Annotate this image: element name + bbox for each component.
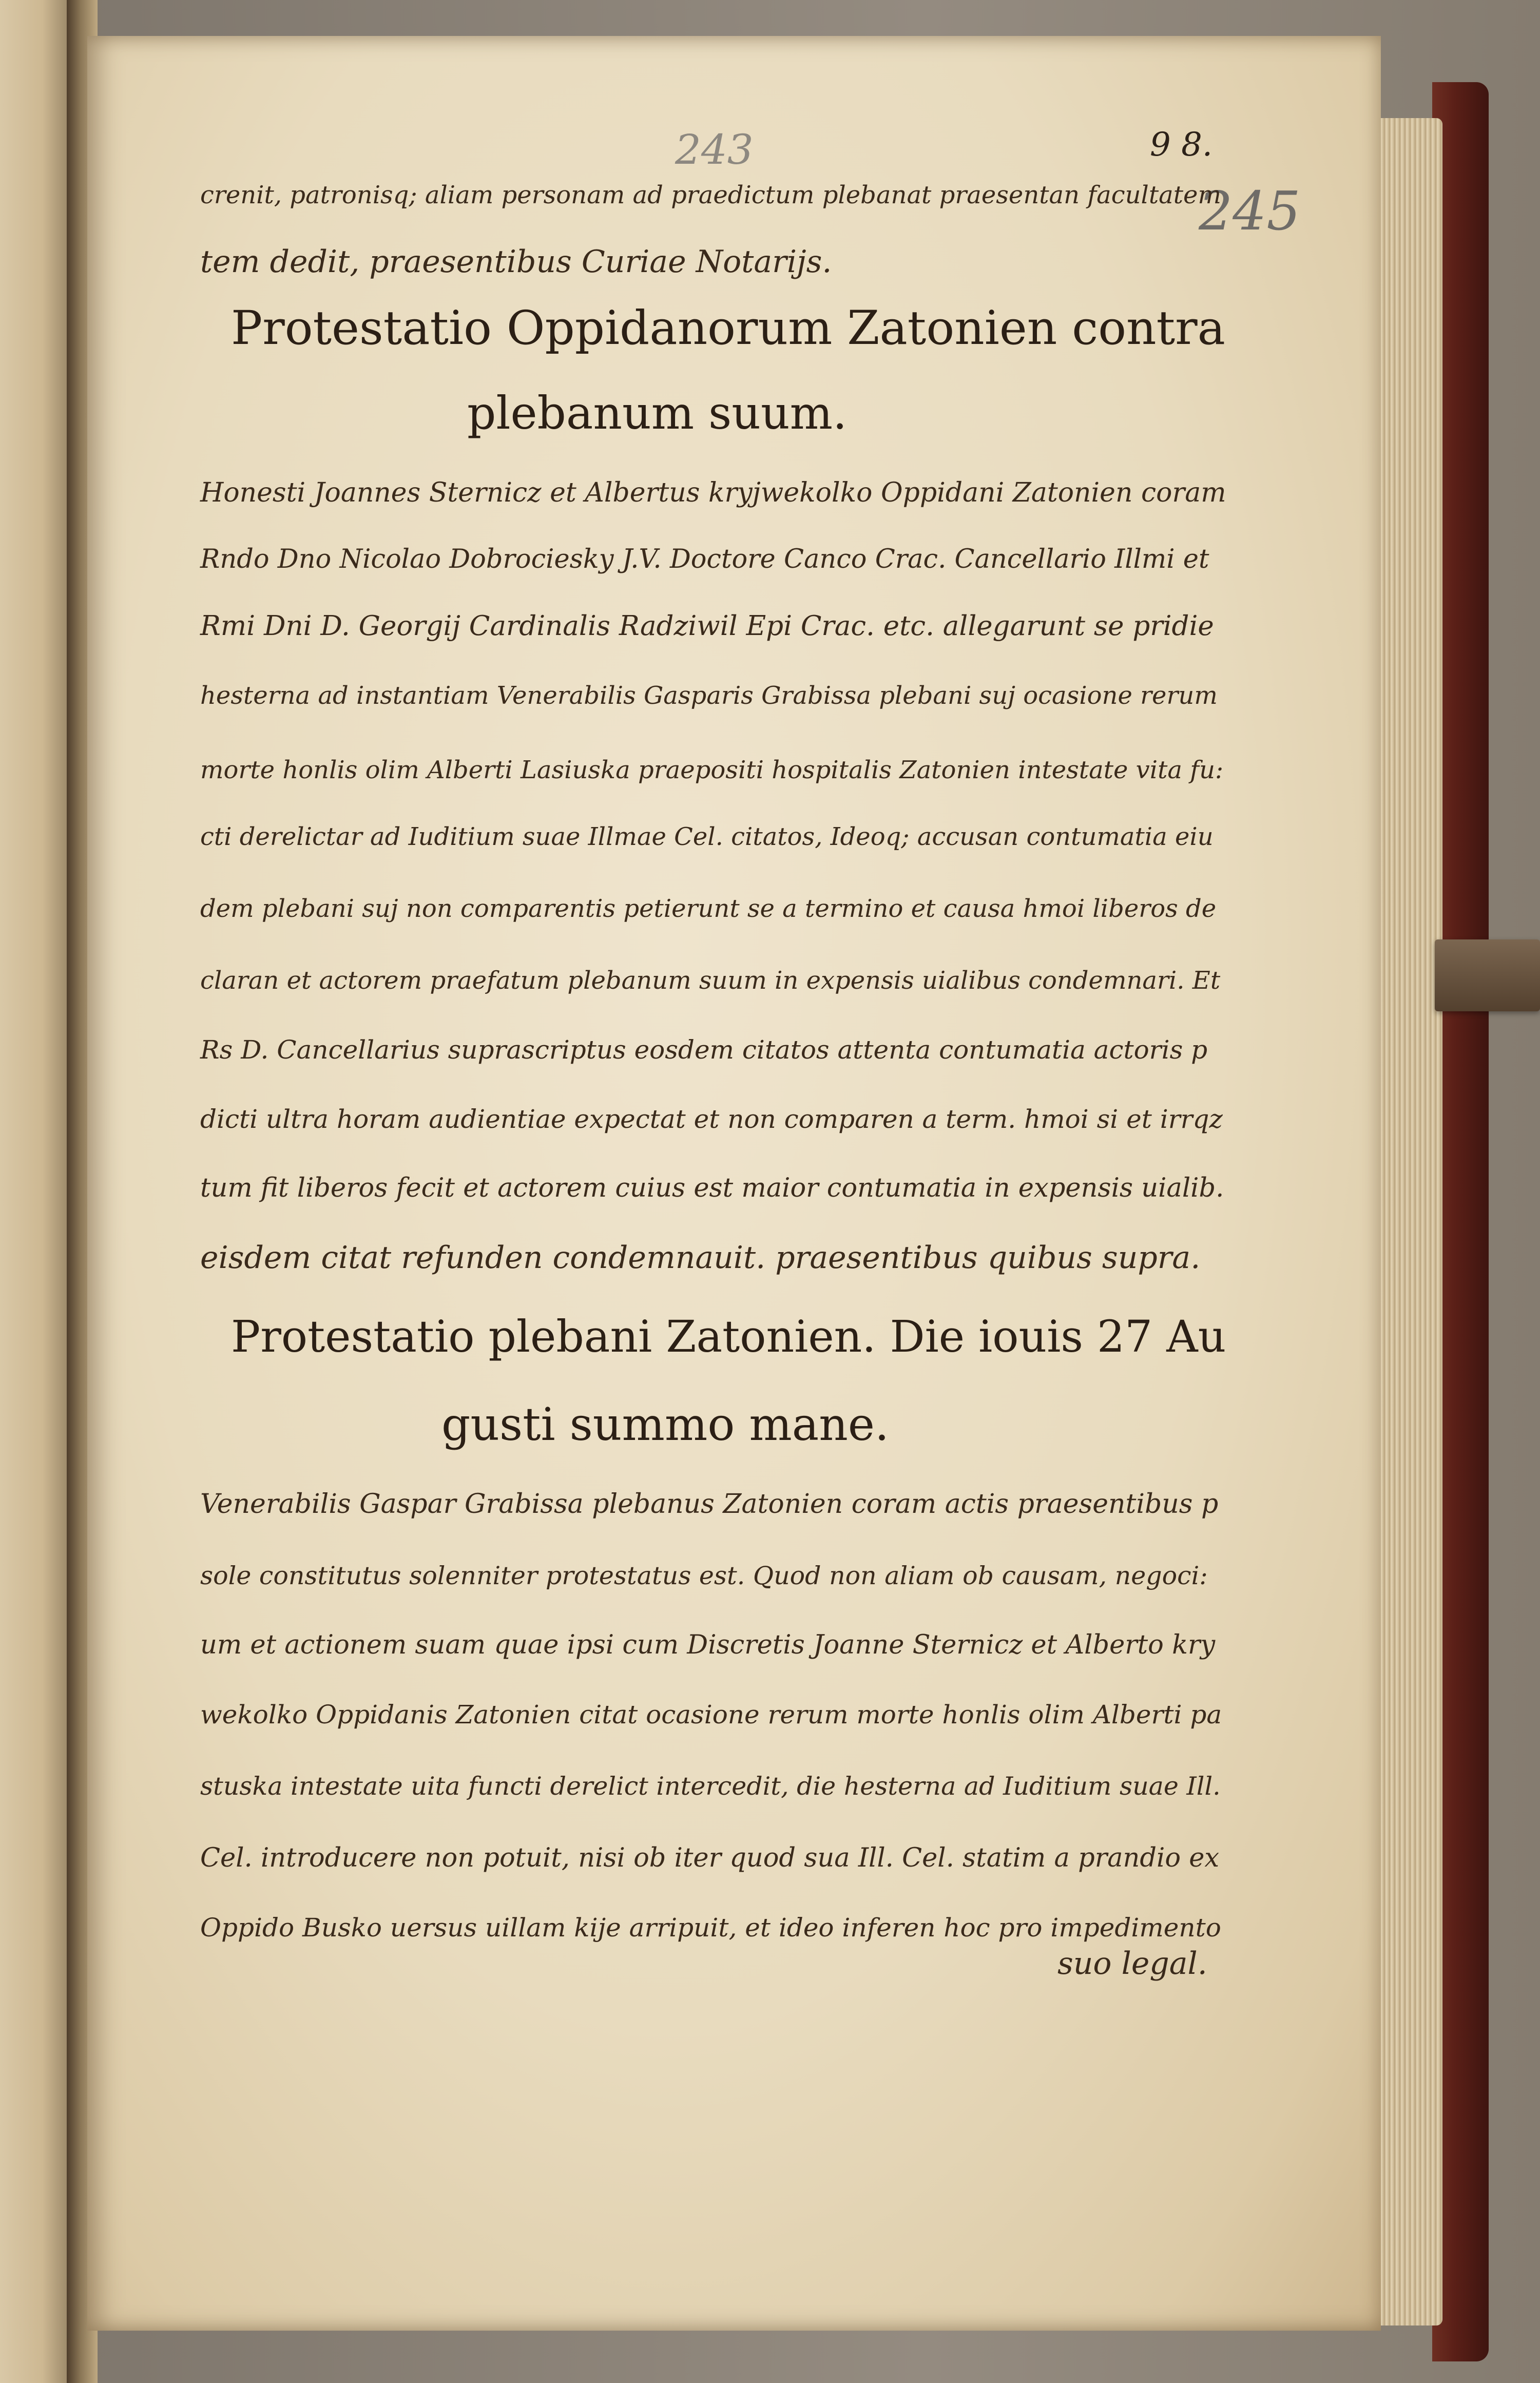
text-line: Honesti Joannes Sternicz et Albertus kryjwekolko Oppidani Zatonien coram bbox=[200, 477, 1226, 508]
text-line: hesterna ad instantiam Venerabilis Gasparis Grabissa plebani suj ocasione rerum bbox=[200, 681, 1218, 710]
section-heading: Protestatio plebani Zatonien. Die iouis 27 Au bbox=[231, 1312, 1226, 1362]
section-heading: plebanum suum. bbox=[467, 387, 848, 439]
closing-line: suo legal. bbox=[1057, 1946, 1207, 1982]
text-line: sole constitutus solenniter protestatus est. Quod non aliam ob causam, negoci: bbox=[200, 1561, 1208, 1590]
text-line: crenit, patronisq; aliam personam ad praedictum plebanat praesentan facultatem bbox=[200, 181, 1221, 209]
section-heading: Protestatio Oppidanorum Zatonien contra bbox=[231, 301, 1225, 355]
folio-number-stamp: 245 bbox=[1199, 180, 1301, 242]
text-line: Rmi Dni D. Georgij Cardinalis Radziwil Epi Crac. etc. allegarunt se pridie bbox=[200, 610, 1214, 642]
text-line: um et actionem suam quae ipsi cum Discretis Joanne Sternicz et Alberto kry bbox=[200, 1630, 1216, 1660]
folio-number-pencil: 243 bbox=[675, 126, 754, 174]
text-line: tem dedit, praesentibus Curiae Notarijs. bbox=[200, 244, 832, 280]
folio-number-ink: 9 8. bbox=[1150, 126, 1213, 164]
text-line: Rndo Dno Nicolao Dobrociesky J.V. Doctore Canco Crac. Cancellario Illmi et bbox=[200, 544, 1209, 574]
text-line: dicti ultra horam audientiae expectat et non comparen a term. hmoi si et irrqz bbox=[200, 1104, 1223, 1134]
text-line: morte honlis olim Alberti Lasiuska praepositi hospitalis Zatonien intestate vita fu: bbox=[200, 756, 1224, 784]
text-line: stuska intestate uita functi derelict intercedit, die hesterna ad Iuditium suae Ill. bbox=[200, 1772, 1221, 1801]
text-line: tum fit liberos fecit et actorem cuius est maior contumatia in expensis uialib. bbox=[200, 1173, 1224, 1203]
page-block-edges bbox=[1381, 118, 1442, 2326]
text-line: Oppido Busko uersus uillam kije arripuit, et ideo inferen hoc pro impedimento bbox=[200, 1913, 1221, 1943]
text-line: claran et actorem praefatum plebanum suum in expensis uialibus condemnari. Et bbox=[200, 966, 1221, 995]
text-line: dem plebani suj non comparentis petierunt se a termino et causa hmoi liberos de bbox=[200, 894, 1217, 923]
text-line: Cel. introducere non potuit, nisi ob iter quod sua Ill. Cel. statim a prandio ex bbox=[200, 1843, 1220, 1873]
binding-strap bbox=[1435, 939, 1540, 1011]
text-line: eisdem citat refunden condemnauit. praesentibus quibus supra. bbox=[200, 1240, 1201, 1276]
facing-page-edge bbox=[0, 0, 77, 2383]
text-line: wekolko Oppidanis Zatonien citat ocasione rerum morte honlis olim Alberti pa bbox=[200, 1700, 1222, 1729]
text-line: Venerabilis Gaspar Grabissa plebanus Zatonien coram actis praesentibus p bbox=[200, 1489, 1219, 1520]
section-heading: gusti summo mane. bbox=[441, 1398, 889, 1451]
text-line: cti derelictar ad Iuditium suae Illmae Cel. citatos, Ideoq; accusan contumatia eiu bbox=[200, 822, 1214, 851]
text-line: Rs D. Cancellarius suprascriptus eosdem citatos attenta contumatia actoris p bbox=[200, 1035, 1208, 1065]
